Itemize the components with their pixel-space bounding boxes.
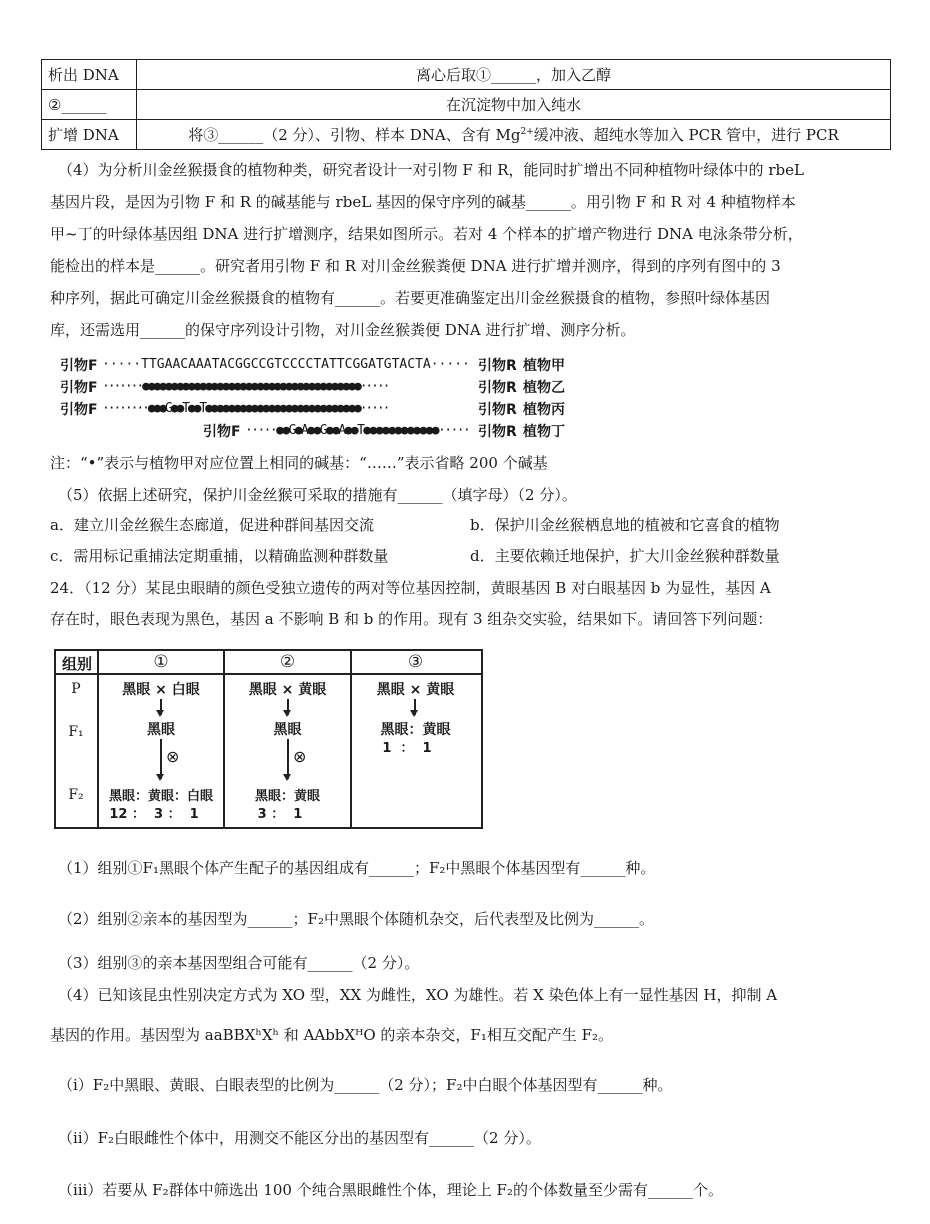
selfing-icon: ⊗ [166,747,180,766]
group1-parents: 黑眼 × 白眼 [122,682,200,698]
mg-charge: 2+ [520,127,534,137]
plant-label: 植物乙 [523,380,565,396]
primer-f-label: 引物F [60,358,98,374]
table-cell-content: 离心后取①______，加入乙醇 [137,60,891,90]
primer-r-label: 引物R [478,424,517,440]
group-header-label: 组别 [61,655,92,673]
group2-parents: 黑眼 × 黄眼 [248,682,327,698]
arrow-down-icon [287,739,289,779]
row-label-f2: F₂ [68,787,84,803]
table-row [42,60,891,90]
primer-r-label: 引物R [478,380,517,396]
group-id: ① [153,652,169,672]
q4-line: 库，还需选用______的保守序列设计引物，对川金丝猴粪便 DNA 进行扩增、测序分析。 [50,321,636,339]
subq-2: （2）组别②亲本的基因型为______；F₂中黑眼个体随机杂交，后代表型及比例为______。 [58,910,654,928]
q24-line: 存在时，眼色表现为黑色，基因 a 不影响 B 和 b 的作用。现有 3 组杂交实验，结果如下。请回答下列问题： [50,610,773,628]
group3-f1: 黑眼：黄眼 [380,722,451,738]
plant-label: 植物丁 [523,424,565,440]
figure-note: 注：“•”表示与植物甲对应位置上相同的碱基：“……”表示省略 200 个碱基 [50,454,548,472]
sequence-text: ·······●●●●●●●●●●●●●●●●●●●●●●●●●●●●●●●●●●●●●●····· [102,379,389,394]
group2-f1: 黑眼 [273,722,302,738]
q5-stem: （5）依据上述研究，保护川金丝猴可采取的措施有______（填字母）（2 分）。 [58,486,577,504]
group2-f2: 黑眼：黄眼 [254,789,320,804]
group1-f2-ratio: 12 ： 3 ： 1 [109,807,199,822]
plant-label: 植物甲 [523,358,565,374]
sequence-text: ·····●●G●A●●G●●A●●T●●●●●●●●●●●●····· [245,423,470,438]
pcr-text-pre: 将③______（2 分）、引物、样本 DNA、含有 Mg [188,126,521,144]
subq-3: （3）组别③的亲本基因型组合可能有______（2 分）。 [58,954,420,972]
q5-option-a: a．建立川金丝猴生态廊道，促进种群间基因交流 [50,516,374,534]
subq-4-ii: （ⅱ）F₂白眼雌性个体中，用测交不能区分出的基因型有______（2 分）。 [58,1129,541,1147]
primer-f-label: 引物F [203,424,241,440]
primer-r-label: 引物R [478,402,517,418]
arrow-down-icon [160,739,162,779]
q4-line: 基因片段，是因为引物 F 和 R 的碱基能与 rbeL 基因的保守序列的碱基______。用引物 F 和 R 对 4 种植物样本 [50,193,796,211]
q5-option-b: b．保护川金丝猴栖息地的植被和它喜食的植物 [470,516,780,534]
primer-f-label: 引物F [60,380,98,396]
subq-1: （1）组别①F₁黑眼个体产生配子的基因组成有______；F₂中黑眼个体基因型有______种。 [58,859,656,877]
group1-f2: 黑眼：黄眼：白眼 [108,789,213,804]
q4-line: 种序列，据此可确定川金丝猴摄食的植物有______。若要更准确鉴定出川金丝猴摄食的植物，参照叶绿体基因 [50,289,771,307]
table-row [42,90,891,120]
subq-4-iii: （ⅲ）若要从 F₂群体中筛选出 100 个纯合黑眼雌性个体，理论上 F₂的个体数量至少需有______个。 [58,1181,723,1199]
dna-extraction-table [41,59,891,150]
selfing-icon: ⊗ [293,747,307,766]
arrow-down-icon [287,699,289,715]
group2-f2-ratio: 3 ： 1 [257,807,303,822]
table-cell-label: 析出 DNA [42,60,137,90]
q24-line: 24．（12 分）某昆虫眼睛的颜色受独立遗传的两对等位基因控制，黄眼基因 B 对白眼基因 b 为显性，基因 A [50,579,771,597]
cross-diagram [54,649,483,829]
table-cell-content [137,120,891,150]
pcr-text-post: 缓冲液、超纯水等加入 PCR 管中，进行 PCR [533,126,839,144]
primer-f-label: 引物F [60,402,98,418]
plant-label: 植物丙 [523,402,565,418]
arrow-down-icon [160,699,162,715]
table-cell-content: 在沉淀物中加入纯水 [137,90,891,120]
table-cell-label: ②______ [42,90,137,120]
group3-f1-ratio: 1 ： 1 [382,741,432,756]
q4-line: 能检出的样本是______。研究者用引物 F 和 R 对川金丝猴粪便 DNA 进行扩增并测序，得到的序列有图中的 3 [50,257,781,275]
q4-line: （4）为分析川金丝猴摄食的植物种类，研究者设计一对引物 F 和 R，能同时扩增出不同种植物叶绿体中的 rbeL [58,161,804,179]
primer-r-label: 引物R [478,358,517,374]
subq-4-i: （ⅰ）F₂中黑眼、黄眼、白眼表型的比例为______（2 分）；F₂中白眼个体基因型有______种。 [58,1076,673,1094]
q5-option-c: c．需用标记重捕法定期重捕，以精确监测种群数量 [50,547,389,565]
subq-4-cont: 基因的作用。基因型为 aaBBXʰXʰ 和 AAbbXᴴO 的亲本杂交，F₁相互交配产生 F₂。 [50,1026,614,1044]
sequence-text: ········●●●G●●T●●T●●●●●●●●●●●●●●●●●●●●●●●●●●●····· [102,401,389,416]
group-id: ③ [407,652,424,672]
row-label-p: P [71,681,81,697]
subq-4: （4）已知该昆虫性别决定方式为 XO 型，XX 为雌性，XO 为雄性。若 X 染色体上有一显性基因 H，抑制 A [58,986,778,1004]
q4-line: 甲~丁的叶绿体基因组 DNA 进行扩增测序，结果如图所示。若对 4 个样本的扩增产物进行 DNA 电泳条带分析， [50,225,803,243]
table-cell-label: 扩增 DNA [42,120,137,150]
header-divider [56,673,481,675]
row-label-f1: F₁ [68,724,84,740]
sequence-text: ·····TTGAACAAATACGGCCGTCCCCTATTCGGATGTACTA····· [102,357,470,372]
q5-option-d: d．主要依赖迁地保护，扩大川金丝猴种群数量 [470,547,780,565]
arrow-down-icon [414,699,416,715]
table-row [42,120,891,150]
group-id: ② [279,652,296,672]
group1-f1: 黑眼 [147,722,175,738]
group3-parents: 黑眼 × 黄眼 [376,682,455,698]
